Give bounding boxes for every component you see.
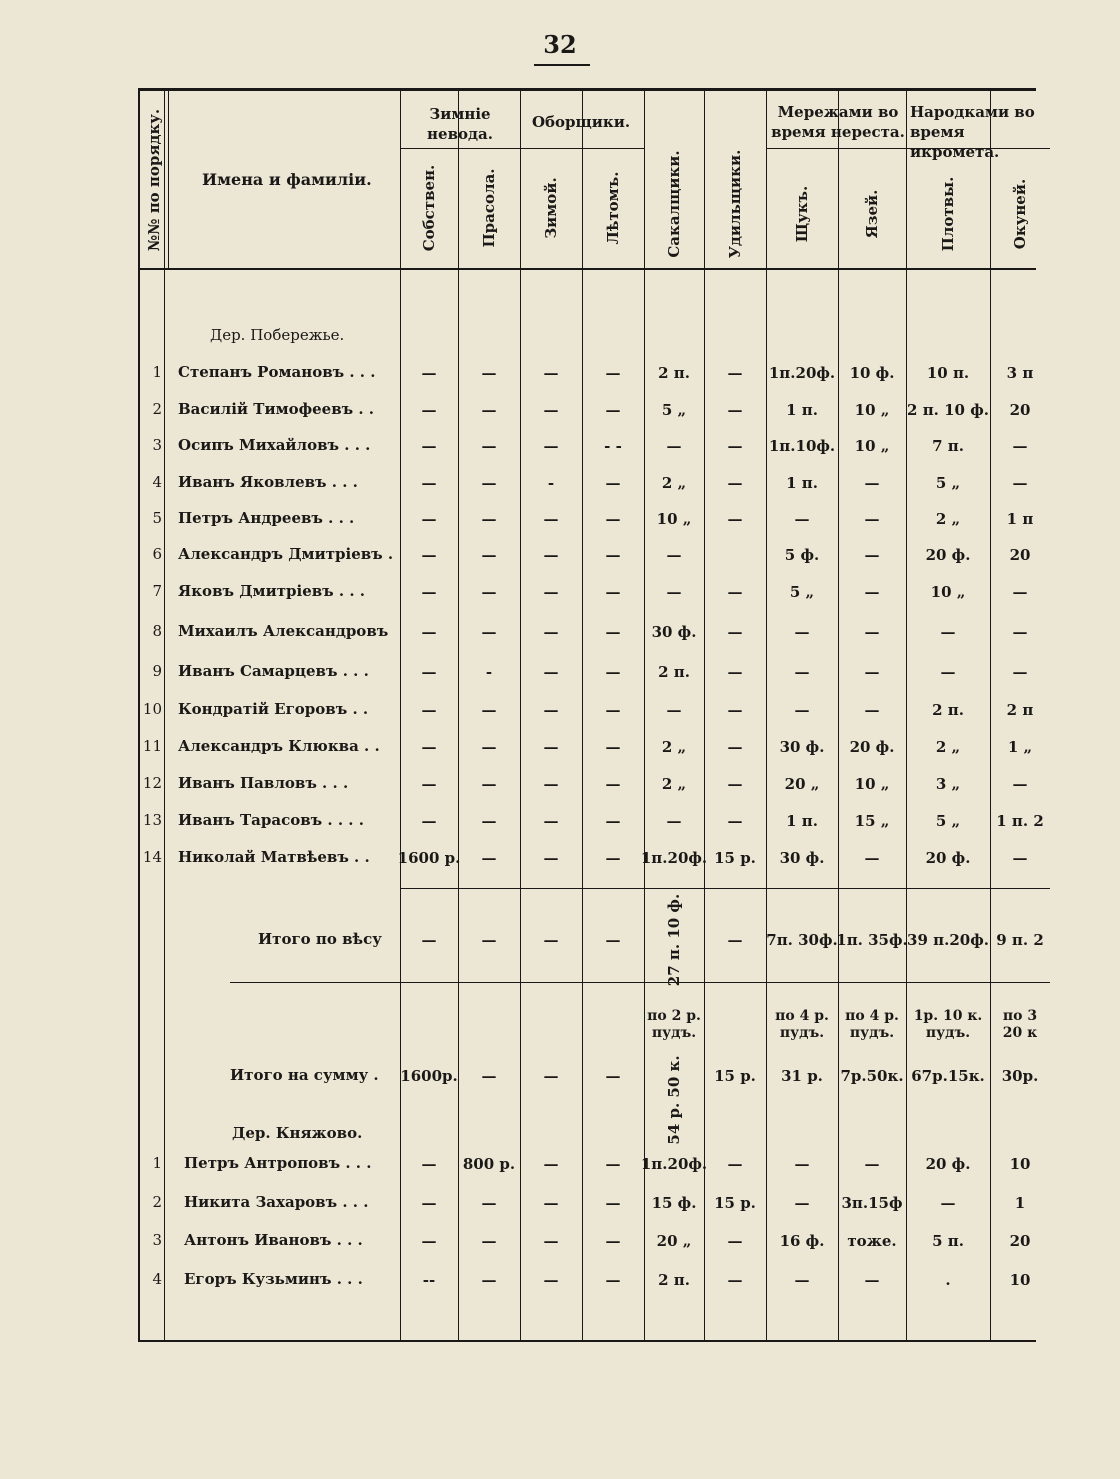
s1-name: Иванъ Тарасовъ . . . .: [178, 811, 364, 829]
s1-cell: —: [666, 583, 682, 601]
s1-cell: —: [481, 738, 497, 756]
s1-cell: —: [421, 437, 437, 455]
s1-name: Степанъ Романовъ . . .: [178, 363, 376, 381]
s1-cell: —: [794, 701, 810, 719]
names-col-rule: [168, 88, 169, 268]
s2-cell: —: [605, 1194, 621, 1212]
s1-cell: —: [1012, 849, 1028, 867]
column-rule: [582, 88, 583, 1340]
s1-cell: 15 „: [854, 812, 890, 830]
s1-cell: —: [864, 623, 880, 641]
s2-cell: —: [421, 1155, 437, 1173]
s1-cell: 2 п. 10 ф.: [907, 401, 989, 419]
s2-cell: —: [605, 1155, 621, 1173]
s1-cell: —: [727, 364, 743, 382]
s1-cell: 10 ф.: [849, 364, 895, 382]
s1-num: 10: [142, 700, 162, 718]
group-header-rule: [400, 148, 644, 149]
s1-cell: 1 „: [1007, 738, 1033, 756]
s1-cell: 1 п.: [786, 474, 818, 492]
s1-cell: —: [727, 401, 743, 419]
table-top-rule: [140, 88, 1036, 91]
s1-cell: 1 п. 2: [996, 812, 1044, 830]
s1-num: 6: [152, 545, 162, 563]
s1-cell: 1п.20ф.: [640, 849, 708, 867]
s1-cell: —: [421, 738, 437, 756]
s1-cell: —: [727, 583, 743, 601]
s1-cell: —: [605, 775, 621, 793]
column-header-5: Сакалщики.: [665, 150, 683, 258]
s1-cell: 2 п.: [658, 663, 690, 681]
s1-name: Петръ Андреевъ . . .: [178, 509, 355, 527]
sum-total-cell: 30р.: [1001, 1067, 1039, 1085]
weight-total-cell: 39 п.20ф.: [907, 931, 989, 949]
s2-cell: —: [481, 1232, 497, 1250]
sum-total-cell: —: [481, 1067, 497, 1085]
s1-cell: 5 „: [789, 583, 815, 601]
s1-cell: —: [864, 583, 880, 601]
s1-cell: 7 п.: [932, 437, 964, 455]
s2-name: Егоръ Кузьминъ . . .: [184, 1270, 363, 1288]
s1-cell: 3 „: [935, 775, 961, 793]
s1-num: 11: [142, 737, 162, 755]
s1-cell: 1 п: [1006, 510, 1034, 528]
s1-cell: —: [605, 510, 621, 528]
s1-cell: —: [605, 738, 621, 756]
s2-cell: 16 ф.: [779, 1232, 825, 1250]
column-header-7: Щукъ.: [793, 185, 811, 243]
s2-cell: 15 р.: [714, 1194, 756, 1212]
s1-cell: —: [481, 546, 497, 564]
s1-cell: —: [605, 364, 621, 382]
s1-cell: —: [421, 623, 437, 641]
s2-cell: —: [727, 1155, 743, 1173]
s1-num: 14: [142, 848, 162, 866]
village-knyazhovo: Дер. Княжово.: [232, 1124, 363, 1142]
column-header-10: Окуней.: [1011, 178, 1029, 250]
sum-total-cell: 54 р. 50 к.: [665, 1055, 683, 1145]
s2-cell: —: [543, 1271, 559, 1289]
s1-cell: —: [794, 623, 810, 641]
s1-num: 2: [152, 400, 162, 418]
s1-cell: 20 ф.: [925, 546, 971, 564]
s1-cell: 20 ф.: [849, 738, 895, 756]
header-names: Имена и фамиліи.: [202, 170, 372, 189]
s1-cell: —: [1012, 437, 1028, 455]
fish-catch-table: [138, 88, 1044, 1342]
s1-cell: —: [1012, 474, 1028, 492]
weight-total-cell: 9 п. 2: [996, 931, 1044, 949]
group-header-rule: [766, 148, 1050, 149]
column-header-2: Прасола.: [480, 168, 498, 248]
s1-cell: —: [543, 623, 559, 641]
s1-cell: —: [1012, 623, 1028, 641]
s1-cell: 10 „: [854, 775, 890, 793]
s2-cell: —: [727, 1271, 743, 1289]
s1-cell: 15 р.: [714, 849, 756, 867]
s2-cell: —: [864, 1155, 880, 1173]
s1-name: Иванъ Самарцевъ . . .: [178, 662, 369, 680]
price-note: по 4 р. пудъ.: [845, 1008, 899, 1041]
s2-cell: —: [421, 1232, 437, 1250]
s1-cell: —: [1012, 663, 1028, 681]
price-note: по 2 р. пудъ.: [647, 1008, 701, 1041]
s1-name: Яковъ Дмитріевъ . . .: [178, 582, 365, 600]
s1-cell: —: [481, 583, 497, 601]
s1-cell: 2 „: [661, 775, 687, 793]
column-rule: [644, 88, 645, 1340]
s1-cell: 1п.10ф.: [768, 437, 836, 455]
s1-cell: 1600 р.: [397, 849, 461, 867]
s1-cell: 5 „: [661, 401, 687, 419]
s1-cell: —: [481, 474, 497, 492]
sum-total-cell: 67р.15к.: [911, 1067, 985, 1085]
num-col-rule: [164, 88, 165, 1340]
s1-cell: —: [481, 364, 497, 382]
column-header-9: Плотвы.: [939, 176, 957, 252]
s1-cell: —: [421, 510, 437, 528]
s2-cell: 20 ф.: [925, 1155, 971, 1173]
s1-cell: —: [605, 701, 621, 719]
s1-cell: 10 п.: [926, 364, 970, 382]
s1-name: Александръ Клюква . .: [178, 737, 380, 755]
column-rule: [704, 88, 705, 1340]
s1-cell: 30 ф.: [651, 623, 697, 641]
s1-num: 9: [152, 662, 162, 680]
s2-cell: 3п.15ф: [841, 1194, 903, 1212]
s1-cell: —: [864, 474, 880, 492]
sum-total-cell: 1600р.: [400, 1067, 458, 1085]
s1-name: Михаилъ Александровъ: [178, 622, 389, 640]
sum-total-cell: 7р.50к.: [840, 1067, 904, 1085]
weight-total-cell: 1п. 35ф.: [836, 931, 908, 949]
s1-cell: 10 „: [656, 510, 692, 528]
totals-rule: [230, 982, 1050, 983]
s1-cell: 2 п: [1006, 701, 1034, 719]
s2-cell: —: [727, 1232, 743, 1250]
s1-cell: —: [543, 663, 559, 681]
s1-name: Осипъ Михайловъ . . .: [178, 436, 371, 454]
s1-cell: —: [605, 849, 621, 867]
s1-cell: —: [481, 437, 497, 455]
s1-cell: —: [605, 546, 621, 564]
column-rule: [766, 88, 767, 1340]
price-note: по 3 20 к: [1002, 1008, 1038, 1041]
s1-cell: 20: [1009, 401, 1031, 419]
s1-cell: —: [727, 623, 743, 641]
s1-cell: —: [794, 663, 810, 681]
s2-cell: 10: [1009, 1155, 1031, 1173]
s1-num: 8: [152, 622, 162, 640]
s1-num: 4: [152, 473, 162, 491]
s1-cell: —: [543, 437, 559, 455]
s2-cell: —: [481, 1271, 497, 1289]
s1-cell: 5 „: [935, 474, 961, 492]
s2-cell: —: [421, 1194, 437, 1212]
s2-cell: —: [940, 1194, 956, 1212]
column-header-3: Зимой.: [542, 177, 560, 239]
s1-cell: —: [481, 775, 497, 793]
s1-cell: —: [421, 812, 437, 830]
s2-cell: 20: [1009, 1232, 1031, 1250]
page-number: 32: [543, 30, 577, 59]
s1-cell: —: [421, 364, 437, 382]
s2-cell: 1п.20ф.: [640, 1155, 708, 1173]
s1-cell: —: [605, 623, 621, 641]
s2-cell: 1: [1014, 1194, 1026, 1212]
header-winter-nets: Зимніе невода.: [427, 105, 493, 143]
column-rule: [458, 88, 459, 1340]
s1-cell: —: [421, 775, 437, 793]
s2-num: 3: [152, 1231, 162, 1249]
column-rule: [990, 88, 991, 1340]
s1-cell: —: [421, 546, 437, 564]
price-note: по 4 р. пудъ.: [775, 1008, 829, 1041]
sum-total-cell: —: [605, 1067, 621, 1085]
sum-total-cell: —: [543, 1067, 559, 1085]
s1-cell: —: [666, 437, 682, 455]
s1-cell: —: [727, 474, 743, 492]
s1-cell: 2 „: [935, 738, 961, 756]
s1-name: Иванъ Яковлевъ . . .: [178, 473, 358, 491]
s2-cell: .: [945, 1271, 951, 1289]
s1-cell: 2 „: [661, 738, 687, 756]
s2-cell: —: [543, 1155, 559, 1173]
s2-cell: —: [543, 1194, 559, 1212]
s1-name: Александръ Дмитріевъ .: [178, 545, 394, 563]
s1-cell: —: [481, 623, 497, 641]
column-header-4: Лѣтомъ.: [604, 171, 622, 245]
s1-cell: —: [940, 663, 956, 681]
s2-cell: —: [605, 1232, 621, 1250]
s2-num: 4: [152, 1270, 162, 1288]
column-header-6: Удильщики.: [726, 149, 744, 259]
s1-cell: 2 „: [661, 474, 687, 492]
s1-cell: 10 „: [854, 401, 890, 419]
column-header-1: Собствен.: [420, 164, 438, 252]
s1-cell: 1 п.: [786, 401, 818, 419]
header-num: №№ по порядку.: [145, 108, 163, 252]
s1-cell: —: [421, 583, 437, 601]
s2-name: Никита Захаровъ . . .: [184, 1193, 369, 1211]
s1-name: Кондратій Егоровъ . .: [178, 700, 369, 718]
s1-cell: -: [547, 474, 555, 492]
s1-cell: —: [543, 738, 559, 756]
s1-cell: —: [421, 701, 437, 719]
s1-cell: —: [481, 701, 497, 719]
s1-cell: —: [666, 546, 682, 564]
s1-cell: 1п.20ф.: [768, 364, 836, 382]
s1-cell: 2 п.: [932, 701, 964, 719]
s1-cell: 2 „: [935, 510, 961, 528]
header-narod: Народками во время икромета.: [910, 103, 1035, 161]
price-note: 1р. 10 к. пудъ.: [913, 1008, 983, 1041]
s2-cell: —: [794, 1271, 810, 1289]
header-obor: Оборщики.: [531, 113, 631, 131]
s1-cell: 20: [1009, 546, 1031, 564]
weight-total-cell: —: [421, 931, 437, 949]
s1-cell: —: [543, 510, 559, 528]
s1-cell: - -: [604, 437, 622, 455]
s2-cell: 5 п.: [932, 1232, 964, 1250]
s1-cell: —: [543, 583, 559, 601]
weight-total-cell: —: [481, 931, 497, 949]
s1-cell: —: [481, 849, 497, 867]
s1-cell: 30 ф.: [779, 849, 825, 867]
s1-cell: —: [1012, 775, 1028, 793]
s1-cell: —: [864, 663, 880, 681]
s2-num: 2: [152, 1193, 162, 1211]
s1-cell: —: [543, 812, 559, 830]
s2-cell: 15 ф.: [651, 1194, 697, 1212]
s1-cell: —: [543, 775, 559, 793]
s1-cell: 5 ф.: [784, 546, 820, 564]
s1-cell: —: [940, 623, 956, 641]
s1-name: Василій Тимофеевъ . .: [178, 400, 375, 418]
s1-cell: —: [543, 401, 559, 419]
s1-cell: —: [666, 701, 682, 719]
s1-cell: 20 ф.: [925, 849, 971, 867]
sum-total-cell: 15 р.: [714, 1067, 756, 1085]
weight-total-cell: —: [605, 931, 621, 949]
weight-total-cell: —: [727, 931, 743, 949]
s1-cell: —: [727, 775, 743, 793]
village-pobereje: Дер. Побережье.: [210, 326, 345, 344]
s1-cell: —: [421, 401, 437, 419]
s1-cell: 30 ф.: [779, 738, 825, 756]
s2-cell: —: [864, 1271, 880, 1289]
s1-cell: —: [605, 474, 621, 492]
s1-cell: —: [481, 510, 497, 528]
sum-total-cell: 31 р.: [781, 1067, 823, 1085]
s1-cell: 2 п.: [658, 364, 690, 382]
weight-total-label: Итого по вѣсу: [258, 930, 382, 948]
column-rule: [838, 88, 839, 1340]
s2-cell: —: [481, 1194, 497, 1212]
s1-cell: —: [727, 812, 743, 830]
s1-name: Иванъ Павловъ . . .: [178, 774, 349, 792]
s1-cell: 3 п: [1006, 364, 1034, 382]
s1-cell: —: [864, 849, 880, 867]
s1-cell: —: [864, 546, 880, 564]
s1-num: 13: [142, 811, 162, 829]
s1-cell: —: [421, 663, 437, 681]
s2-cell: 2 п.: [658, 1271, 690, 1289]
s1-cell: —: [1012, 583, 1028, 601]
section-rule: [400, 888, 1050, 889]
s1-cell: —: [666, 812, 682, 830]
header-bottom-rule: [140, 268, 1036, 270]
s1-num: 3: [152, 436, 162, 454]
s1-cell: —: [727, 738, 743, 756]
s1-num: 12: [142, 774, 162, 792]
s1-cell: —: [543, 364, 559, 382]
s1-num: 1: [152, 363, 162, 381]
header-merezh: Мережами во время нереста.: [771, 103, 905, 141]
s1-cell: —: [481, 812, 497, 830]
s1-cell: —: [543, 546, 559, 564]
s1-name: Николай Матвѣевъ . .: [178, 848, 370, 866]
s2-name: Петръ Антроповъ . . .: [184, 1154, 372, 1172]
s2-cell: —: [605, 1271, 621, 1289]
s1-cell: —: [727, 510, 743, 528]
s2-cell: тоже.: [847, 1232, 897, 1250]
s1-cell: -: [485, 663, 493, 681]
s2-name: Антонъ Ивановъ . . .: [184, 1231, 363, 1249]
s1-cell: 1 п.: [786, 812, 818, 830]
s2-cell: --: [422, 1271, 436, 1289]
s1-cell: 10 „: [854, 437, 890, 455]
s1-num: 5: [152, 509, 162, 527]
s1-cell: —: [543, 701, 559, 719]
s1-cell: —: [727, 437, 743, 455]
s1-num: 7: [152, 582, 162, 600]
s1-cell: 20 „: [784, 775, 820, 793]
s1-cell: —: [794, 510, 810, 528]
s1-cell: —: [481, 401, 497, 419]
s1-cell: —: [605, 583, 621, 601]
weight-total-cell: 27 п. 10 ф.: [665, 893, 683, 987]
s2-cell: 800 р.: [462, 1155, 516, 1173]
weight-total-cell: —: [543, 931, 559, 949]
s2-cell: 20 „: [656, 1232, 692, 1250]
page-number-rule: [534, 64, 590, 66]
s1-cell: —: [727, 701, 743, 719]
weight-total-cell: 7п. 30ф.: [766, 931, 838, 949]
s1-cell: 10 „: [930, 583, 966, 601]
column-rule: [520, 88, 521, 1340]
s1-cell: —: [543, 849, 559, 867]
s1-cell: —: [421, 474, 437, 492]
s1-cell: —: [727, 663, 743, 681]
s2-cell: —: [794, 1194, 810, 1212]
column-rule: [906, 88, 907, 1340]
s1-cell: —: [864, 701, 880, 719]
s2-cell: —: [543, 1232, 559, 1250]
s1-cell: —: [605, 663, 621, 681]
s2-cell: —: [794, 1155, 810, 1173]
sum-total-label: Итого на сумму .: [230, 1066, 379, 1084]
s2-cell: 10: [1009, 1271, 1031, 1289]
column-header-8: Язей.: [863, 189, 881, 239]
s2-num: 1: [152, 1154, 162, 1172]
column-rule: [400, 88, 401, 1340]
s1-cell: 5 „: [935, 812, 961, 830]
s1-cell: —: [864, 510, 880, 528]
s1-cell: —: [605, 812, 621, 830]
s1-cell: —: [605, 401, 621, 419]
